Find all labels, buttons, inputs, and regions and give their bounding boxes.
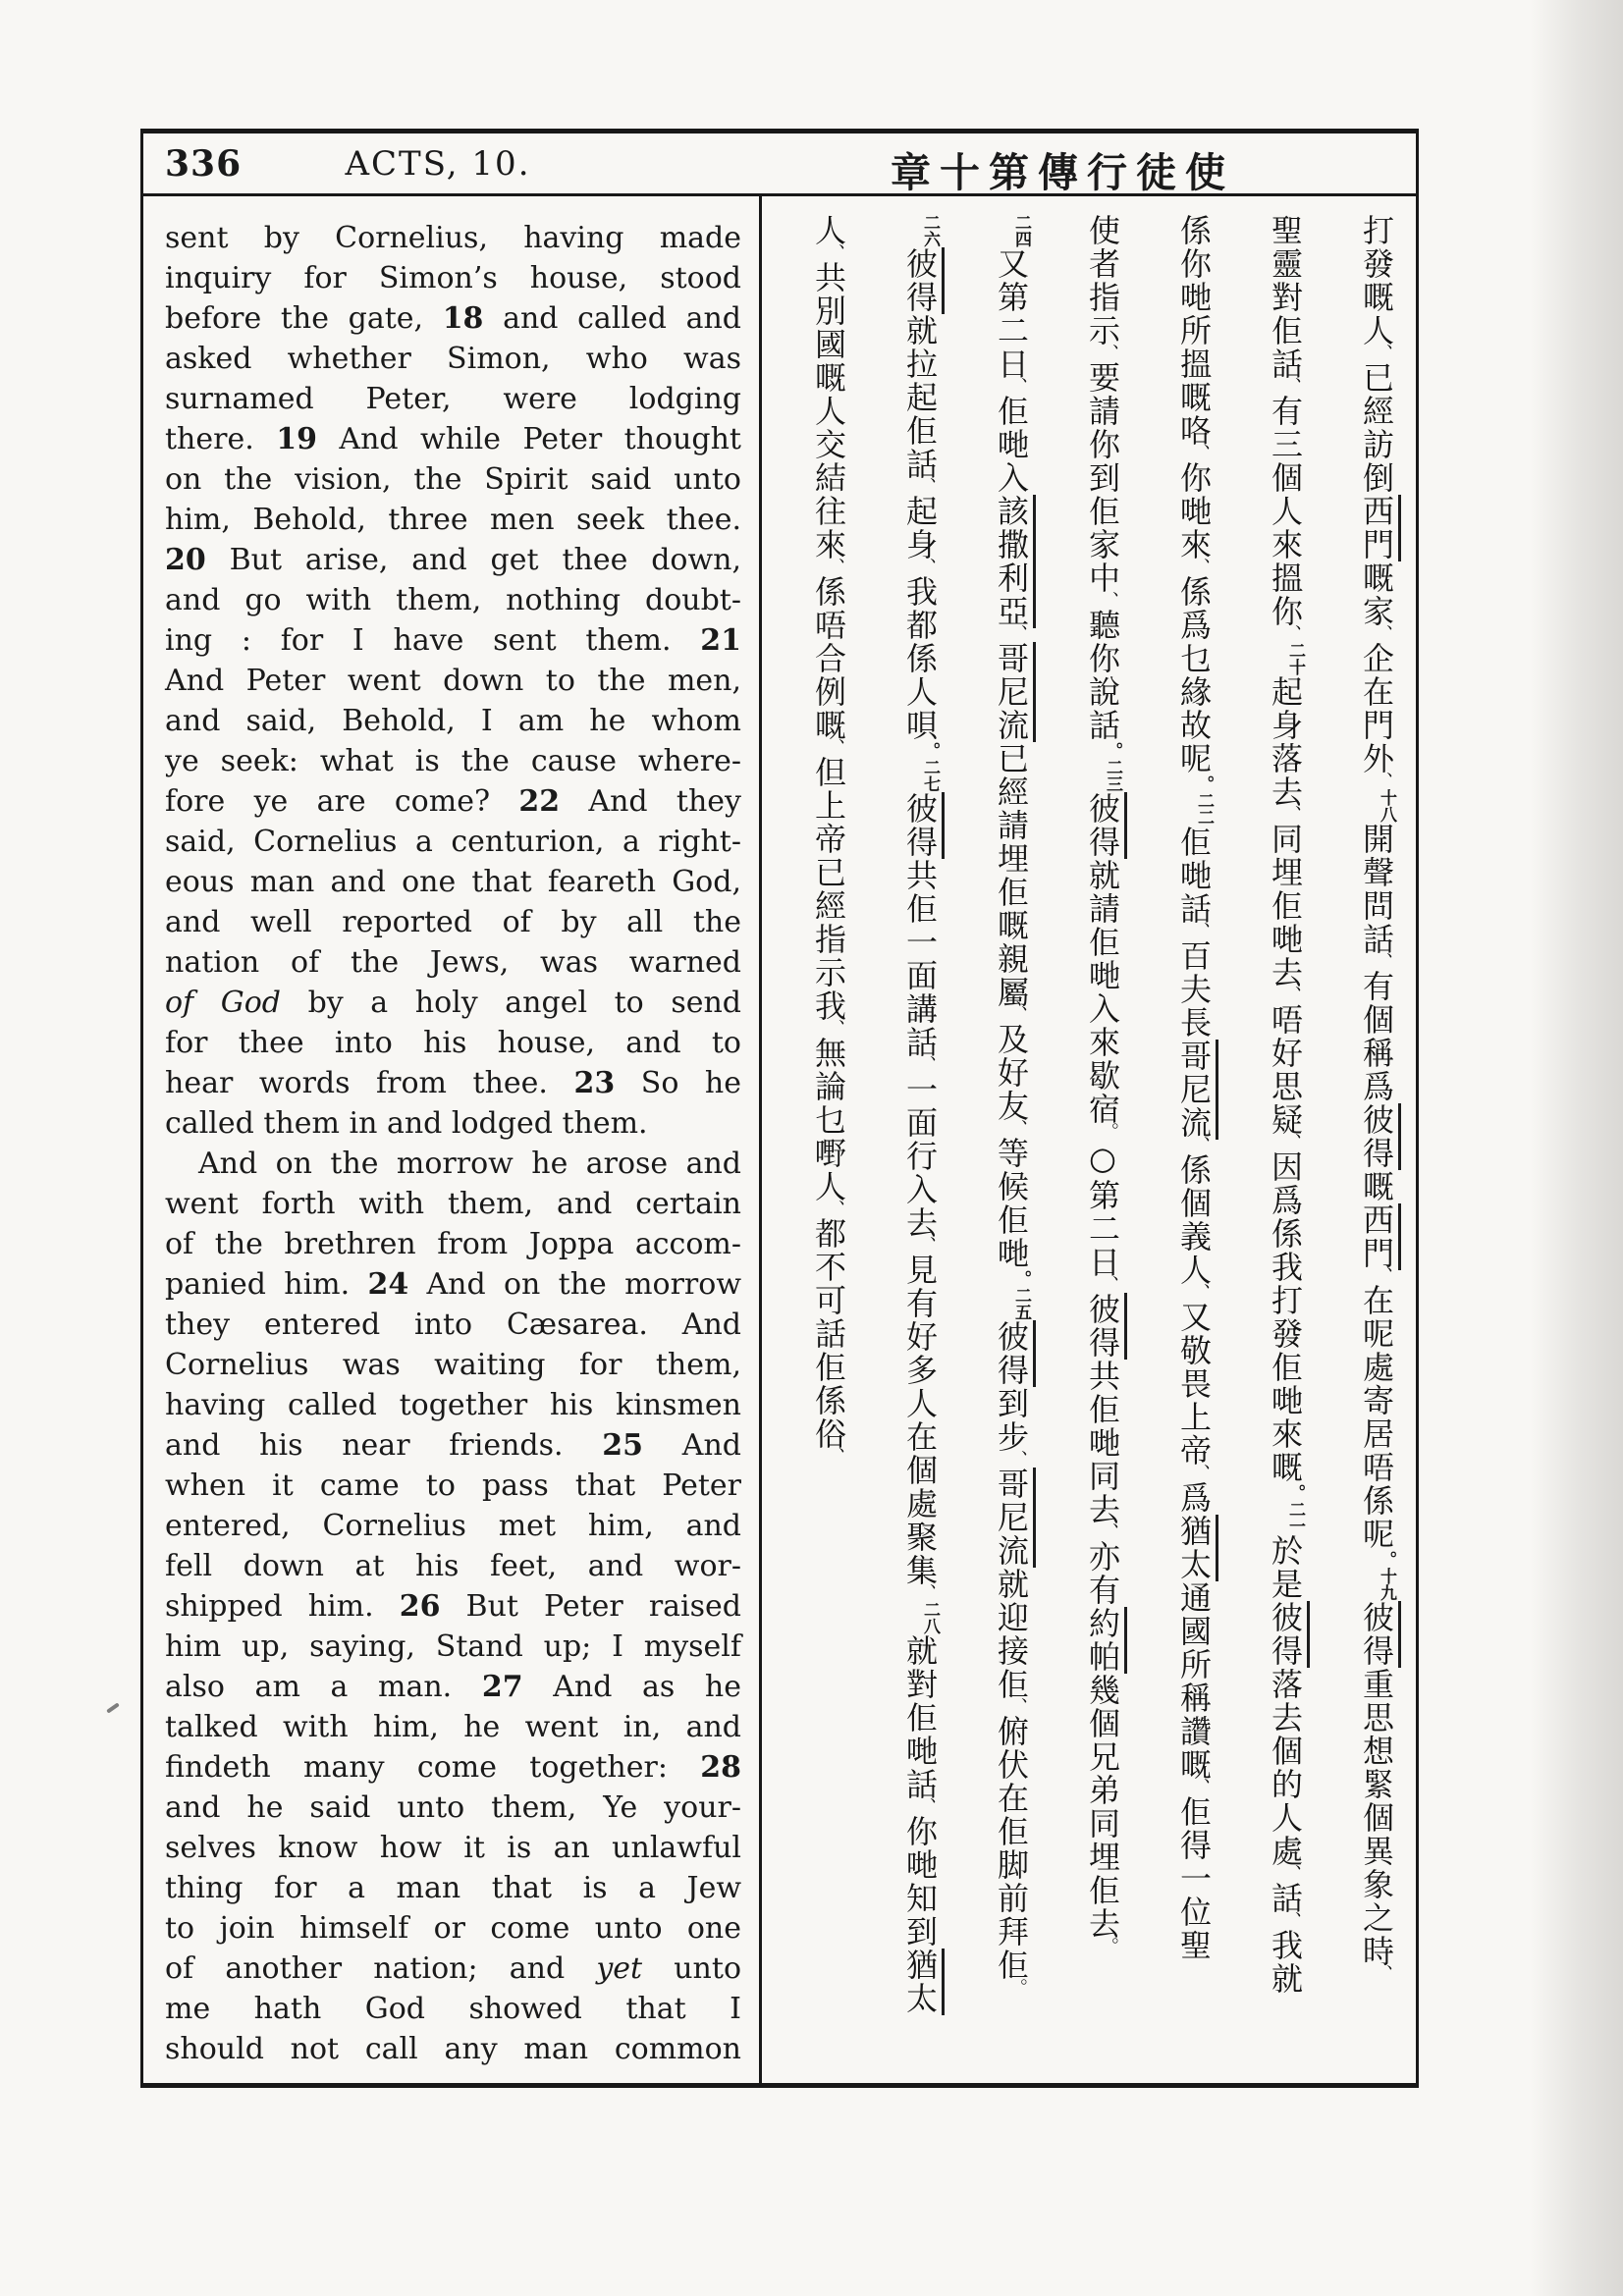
proper-name-mark: 彼得 [901,247,945,314]
english-text-line: and go with them, nothing doubt- [165,583,741,617]
page-number: 336 [165,143,243,185]
english-text-line: sent by Cornelius, having made [165,221,741,255]
cjk-punctuation: 、 [1189,922,1211,942]
cjk-punctuation: 、 [1189,1464,1211,1484]
cjk-punctuation: 、 [915,558,937,578]
cjk-punctuation: 、 [1372,1266,1393,1287]
english-text-line: and he said unto them, Ye your- [165,1790,741,1825]
english-text-line: entered, Cornelius met him, and [165,1509,741,1543]
english-text-line: and said, Behold, I am he whom [165,704,741,738]
verse-number-marker: 。二三 [1103,742,1122,792]
cjk-punctuation: 、 [1280,624,1302,645]
cjk-punctuation: 、 [1280,1133,1302,1153]
cjk-punctuation: 、 [824,1447,845,1468]
english-text-line: asked whether Simon, who was [165,342,741,376]
english-text-line: and well reported of by all the [165,905,741,939]
cjk-punctuation: 、 [1189,1136,1211,1156]
proper-name-mark: 西門 [1358,1203,1401,1270]
english-text-line: should not call any man common [165,2032,741,2066]
english-text-line: when it came to pass that Peter [165,1468,741,1503]
proper-name-mark: 彼得 [1267,1601,1310,1668]
proper-name-mark: 西門 [1358,495,1401,561]
page-edge-shadow [1530,0,1623,2296]
verse-number-marker: 。二五 [1011,1270,1031,1320]
english-text-line: And on the morrow he arose and [198,1147,741,1181]
chinese-text-column: 使者指示、要請你到佢家中、聽你說話。二三彼得就請佢哋入來歇宿。○第二日、彼得共佢哋同去、亦有約帕幾個兄弟同埋佢去。 [1079,214,1126,2083]
chinese-text-column: 人、共別國嘅人交結往來、係唔合例嘅、但上帝已經指示我、無論乜嘢人、都不可話佢係俗、 [810,214,847,1468]
cjk-punctuation: 、 [1280,1911,1302,1932]
proper-name-mark: 哥尼流 [1175,1040,1218,1140]
english-text-line: ing : for I have sent them. 21 [165,623,741,658]
english-text [143,196,759,2083]
page-frame [140,129,1419,2088]
english-text-line: him up, saying, Stand up; I myself [165,1629,741,1664]
chinese-text-column: 二四又第二日、佢哋入該撒利亞、哥尼流已經請埋佢嘅親屬、及好友、等候佢哋。二五彼得到步、哥尼流就迎接佢、俯伏在佢脚前拜佢。 [988,214,1035,2083]
cjk-punctuation: 、 [1280,805,1302,826]
proper-name-mark: 彼得 [1358,1601,1401,1668]
cjk-punctuation: 、 [915,477,937,498]
cjk-punctuation: 、 [915,1797,937,1818]
cjk-punctuation: 、 [915,1055,937,1076]
english-text-line: hear words from thee. 23 So he [165,1066,741,1100]
cjk-punctuation: 、 [1098,1522,1119,1543]
english-text-line: they entered into Cæsarea. And [165,1308,741,1342]
english-text-line: nation of the Jews, was warned [165,945,741,980]
cjk-punctuation: 、 [1006,1119,1028,1140]
proper-name-mark: 猶太 [901,1949,945,2015]
cjk-punctuation: 、 [1189,1283,1211,1304]
proper-name-mark: 哥尼流 [993,642,1036,742]
proper-name-mark: 彼得 [993,1320,1036,1387]
cjk-punctuation: 、 [915,1236,937,1256]
cjk-punctuation: 、 [1280,986,1302,1006]
english-text-line: to join himself or come unto one [165,1911,741,1946]
proper-name-mark: 彼得 [901,792,945,859]
verse-number-marker: 二八 [920,1601,940,1634]
english-text-line: went forth with them, and certain [165,1187,741,1221]
proper-name-mark: 彼得 [1084,792,1127,859]
english-text-line: said, Cornelius a centurion, a right- [165,825,741,859]
english-text-line: having called together his kinsmen [165,1388,741,1422]
english-text-line: selves know how it is an unlawful [165,1831,741,1865]
english-text-line: for thee into his house, and to [165,1026,741,1060]
book-chapter-title-english: ACTS, 10. [345,144,531,184]
english-text-line: panied him. 24 And on the morrow [165,1267,742,1302]
cjk-punctuation: 、 [1006,624,1028,645]
verse-number-marker: 。二一 [1285,1484,1305,1534]
english-text-line: called them in and lodged them. [165,1106,648,1141]
cjk-punctuation: 、 [824,558,845,578]
scan-artifact [106,1702,120,1713]
english-text-line: on the vision, the Spirit said unto [165,462,741,497]
cjk-punctuation: 、 [1372,1964,1393,1985]
cjk-punctuation: 、 [1006,1005,1028,1026]
english-text-line: of the brethren from Joppa accom- [165,1227,741,1261]
english-text-line: and his near friends. 25 And [165,1428,741,1463]
proper-name-mark: 彼得 [1084,1293,1127,1360]
cjk-punctuation: 、 [1372,772,1393,792]
english-text-line: of God by a holy angel to send [165,986,741,1020]
verse-number-marker: 十八 [1377,789,1396,823]
cjk-punctuation: 、 [824,738,845,759]
cjk-punctuation: 、 [1098,591,1119,612]
cjk-punctuation: 、 [1189,558,1211,578]
cjk-punctuation: 、 [1189,1778,1211,1798]
proper-name-mark: 哥尼流 [993,1468,1036,1568]
cjk-punctuation: 、 [1372,624,1393,645]
english-text-line: me hath God showed that I [165,1992,741,2026]
english-text-line: Cornelius was waiting for them, [165,1348,741,1382]
chinese-text-column: 係你哋所搵嘅咯、你哋來、係爲乜緣故呢。二二佢哋話、百夫長哥尼流、係個義人、又敬畏上帝、爲猶太通國所稱讚嘅、佢得一位聖 [1170,214,1217,2083]
cjk-punctuation: 、 [824,243,845,264]
english-text-line: there. 19 And while Peter thought [165,422,741,456]
english-text-line: fore ye are come? 22 And they [165,784,741,819]
cjk-punctuation: 。 [1098,1937,1119,1957]
chinese-text-column: 聖靈對佢話、有三個人來搵你、二十起身落去、同埋佢哋去、唔好思疑、因爲係我打發佢哋來嘅。二一於是彼得落去個的人處、話、我就 [1262,214,1309,2083]
english-text-line: also am a man. 27 And as he [165,1670,742,1704]
cjk-punctuation: 、 [1006,377,1028,398]
proper-name-mark: 該撒利亞 [993,495,1036,628]
cjk-punctuation: 、 [1372,344,1393,364]
proper-name-mark: 猶太 [1175,1515,1218,1581]
english-text-line: talked with him, he went in, and [165,1710,741,1744]
verse-number-marker: 二六 [920,214,940,247]
english-text-line: inquiry for Simon’s house, stood [165,261,741,295]
english-text-line: him, Behold, three men seek thee. [165,503,741,537]
english-text-line: thing for a man that is a Jew [165,1871,741,1905]
cjk-punctuation: 、 [1006,1697,1028,1718]
cjk-punctuation: 。 [1098,1122,1119,1143]
verse-number-marker: 。二七 [920,742,940,792]
chinese-text-column: 二六彼得就拉起佢話、起身、我都係人唄。二七彼得共佢一面講話、一面行入去、見有好多人在個處聚集、二八就對佢哋話、你哋知到猶太 [896,214,944,2083]
proper-name-mark: 約帕 [1084,1607,1127,1674]
english-text-line: ye seek: what is the cause where- [165,744,741,778]
english-text-line: before the gate, 18 and called and [165,301,741,336]
verse-number-marker: 。十九 [1377,1551,1396,1601]
english-text-line: surnamed Peter, were lodging [165,382,741,416]
book-chapter-title-chinese: 章十第傳行徒使 [891,149,1234,196]
proper-name-mark: 彼得 [1358,1103,1401,1170]
english-text-line: of another nation; and yet unto [165,1951,741,1986]
cjk-punctuation: 、 [824,1200,845,1220]
chinese-text-column: 打發嘅人、已經訪倒西門嘅家、企在門外、十八開聲問話、有個稱爲彼得嘅西門、在呢處寄居唔係呢。十九彼得重思想緊個異象之時、 [1353,214,1400,2083]
english-text-line: shipped him. 26 But Peter raised [165,1589,742,1624]
english-text-line: And Peter went down to the men, [165,664,741,698]
verse-number-marker: 二十 [1285,642,1305,675]
cjk-punctuation: 、 [1280,1864,1302,1885]
cjk-punctuation: 、 [1189,444,1211,464]
cjk-punctuation: 、 [1280,377,1302,398]
cjk-punctuation: 、 [1098,1275,1119,1296]
cjk-punctuation: 、 [1006,1450,1028,1470]
verse-number-marker: 二四 [1011,214,1031,247]
english-text-line: fell down at his feet, and wor- [165,1549,741,1583]
english-text-line: 20 But arise, and get thee down, [165,543,741,577]
page-header [143,133,1416,196]
cjk-punctuation: 、 [1098,344,1119,364]
cjk-punctuation: 、 [1372,952,1393,973]
english-text-line: findeth many come together: 28 [165,1750,741,1785]
cjk-punctuation: 、 [915,1583,937,1604]
english-text-line: eous man and one that feareth God, [165,865,741,899]
chinese-text [762,196,1416,2083]
cjk-punctuation: 、 [824,1019,845,1040]
verse-number-marker: 。二二 [1194,775,1214,826]
cjk-punctuation: 。 [1006,1978,1028,1999]
